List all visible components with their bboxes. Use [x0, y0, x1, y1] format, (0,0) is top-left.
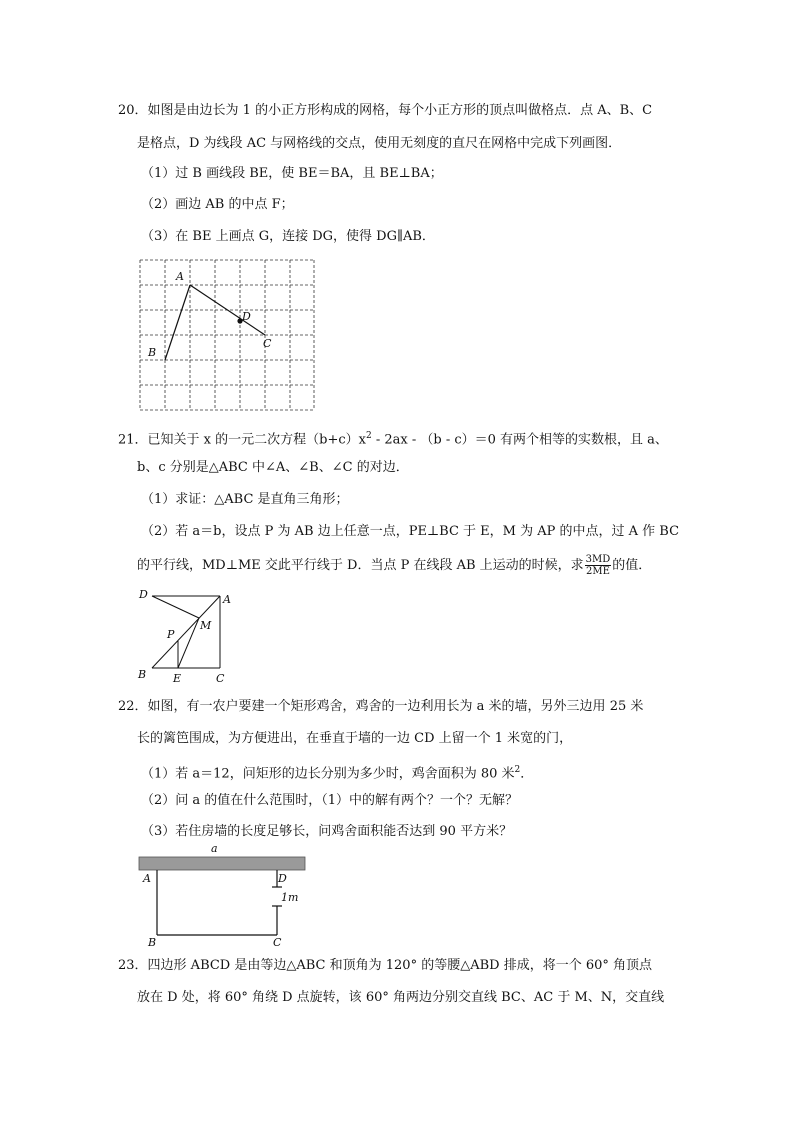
q22-label-d: D [278, 872, 287, 885]
q20-grid-figure [138, 258, 318, 413]
q20-stem-line1: 20．如图是由边长为 1 的小正方形构成的网格，每个小正方形的顶点叫做格点．点 A、B、C [118, 103, 653, 118]
q21-stem-line2: b、c 分别是△ABC 中∠A、∠B、∠C 的对边． [137, 460, 409, 475]
q22-part1-superscript: 2 [514, 765, 521, 775]
q21-frac-denominator: 2ME [586, 566, 610, 577]
q21-part2: （2）若 a＝b，设点 P 为 AB 边上任意一点，PE⊥BC 于 E，M 为 AP 的中点，过 A 作 BC [141, 524, 680, 539]
q21-label-a: A [223, 593, 231, 606]
q20-label-c: C [263, 337, 272, 350]
q20-part1: （1）过 B 画线段 BE，使 BE＝BA，且 BE⊥BA； [141, 166, 443, 181]
q20-grid-lines [140, 260, 314, 410]
q21-part3 [137, 554, 651, 577]
q21-fraction [585, 554, 612, 577]
q21-stem-line1 [118, 427, 668, 449]
q21-part1: （1）求证：△ABC 是直角三角形； [141, 492, 349, 507]
q22-part1 [141, 761, 533, 783]
q21-superscript: 2 [365, 431, 372, 441]
q21-figure [134, 586, 244, 684]
q21-line-em [178, 618, 199, 668]
q20-label-d: D [242, 310, 251, 323]
q22-stem-line1: 22．如图，有一农户要建一个矩形鸡舍，鸡舍的一边利用长为 a 米的墙，另外三边用 25 米 [118, 699, 644, 714]
q21-label-p: P [167, 628, 175, 641]
q20-label-a: A [176, 270, 184, 283]
q22-stem-line2: 长的篱笆围成，为方便进出，在垂直于墙的一边 CD 上留一个 1 米宽的门， [137, 731, 573, 746]
q21-line-dm [152, 596, 199, 618]
q23-stem-line1: 23．四边形 ABCD 是由等边△ABC 和顶角为 120° 的等腰△ABD 排成，将一个 60° 角顶点 [118, 958, 652, 973]
q21-label-m: M [200, 619, 212, 632]
q20-stem-line2: 是格点，D 为线段 AC 与网格线的交点，使用无刻度的直尺在网格中完成下列画图． [137, 136, 622, 151]
q20-label-b: B [148, 346, 157, 359]
q20-segment-ab [165, 285, 190, 360]
q21-stem-b: - 2ax - （b - c）＝0 有两个相等的实数根，且 a、 [371, 432, 668, 448]
q21-label-e: E [173, 672, 182, 684]
q21-stem-a: 21．已知关于 x 的一元二次方程（b+c）x [118, 432, 366, 448]
q22-label-door: 1m [281, 891, 299, 904]
q23-stem-line2: 放在 D 处，将 60° 角绕 D 点旋转，该 60° 角两边分别交直线 BC、AC 于 M、N，交直线 [137, 990, 665, 1005]
q22-label-a-wall: a [211, 842, 218, 855]
q21-frac-numerator: 3MD [585, 554, 611, 565]
q21-part3-b: 的值． [612, 558, 652, 573]
q22-part3: （3）若住房墙的长度足够长，问鸡舍面积能否达到 90 平方米？ [141, 824, 513, 839]
q21-line-ab [152, 596, 220, 668]
q22-part1-b: ． [520, 766, 534, 782]
q20-part3: （3）在 BE 上画点 G，连接 DG，使得 DG∥AB． [141, 229, 435, 244]
q22-label-a: A [143, 872, 151, 885]
q22-part1-a: （1）若 a＝12，问矩形的边长分别为多少时，鸡舍面积为 80 米 [141, 766, 515, 782]
q21-label-b: B [138, 668, 147, 681]
q21-label-d: D [139, 588, 148, 601]
q21-part3-a: 的平行线，MD⊥ME 交此平行线于 D．当点 P 在线段 AB 上运动的时候，求 [137, 558, 584, 573]
q21-label-c: C [216, 672, 225, 684]
q22-figure [134, 840, 314, 950]
q22-part2: （2）问 a 的值在什么范围时，（1）中的解有两个？一个？无解？ [141, 793, 519, 808]
q22-label-c: C [273, 936, 282, 949]
q22-label-b: B [148, 936, 157, 949]
q20-part2: （2）画边 AB 的中点 F； [141, 197, 294, 212]
q22-wall [139, 857, 305, 870]
